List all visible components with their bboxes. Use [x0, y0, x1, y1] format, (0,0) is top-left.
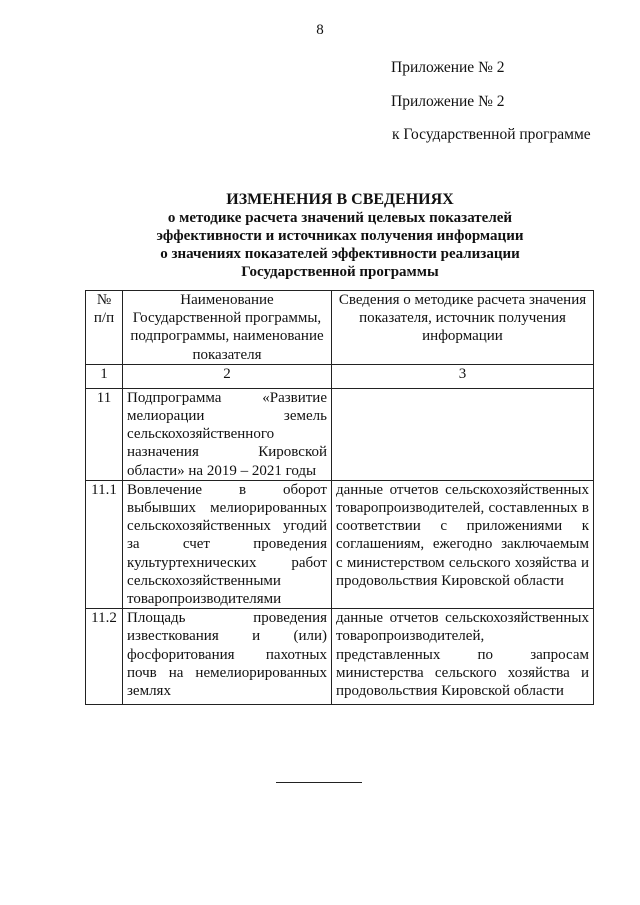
header-info: Сведения о методике расчета значения показателя, источник получения информации: [332, 291, 594, 365]
row-number: 11: [86, 388, 123, 480]
document-title: [100, 191, 580, 281]
appendix-label: Приложение № 2: [391, 59, 505, 76]
footer-divider: [276, 782, 362, 783]
title-line: эффективности и источниках получения информации: [156, 228, 524, 244]
header-number: № п/п: [86, 291, 123, 365]
appendix-label-repeat: Приложение № 2: [391, 93, 505, 110]
title-main: ИЗМЕНЕНИЯ В СВЕДЕНИЯХ: [226, 191, 454, 208]
header-name: Наименование Государственной программы, подпрограммы, наименование показателя: [123, 291, 332, 365]
page-number: 8: [316, 22, 324, 38]
row-number: 11.2: [86, 609, 123, 705]
row-info: данные отчетов сельскохозяйственных товаропроизводителей, представленных по запросам министерства сельского хозяйства и продовольствия Кировской области: [332, 609, 594, 705]
changes-table: [85, 290, 594, 705]
table-row: [86, 609, 594, 705]
column-number: 2: [123, 364, 332, 388]
column-number: 1: [86, 364, 123, 388]
title-line: о методике расчета значений целевых показателей: [167, 210, 513, 226]
column-number: 3: [332, 364, 594, 388]
title-line: Государственной программы: [241, 264, 439, 280]
row-name: Площадь проведения известкования и (или) фосфоритования пахотных почв на немелиорированных землях: [123, 609, 332, 705]
row-name: Вовлечение в оборот выбывших мелиорированных сельскохозяйственных угодий за счет проведения культуртехнических работ сельскохозяйственными товаропроизводителями: [123, 480, 332, 608]
row-name: Подпрограмма «Развитие мелиорации земель сельскохозяйственного назначения Кировской области» на 2019 – 2021 годы: [123, 388, 332, 480]
title-line: о значениях показателей эффективности реализации: [160, 246, 520, 262]
table-row: [86, 480, 594, 608]
table-row: [86, 388, 594, 480]
row-info: данные отчетов сельскохозяйственных товаропроизводителей, составленных в соответствии с приложениями к соглашениям, ежегодно заключаемым с министерством сельского хозяйства и продовольствия Кировской области: [332, 480, 594, 608]
row-info: [332, 388, 594, 480]
column-number-row: [86, 364, 594, 388]
table-header-row: [86, 291, 594, 365]
row-number: 11.1: [86, 480, 123, 608]
appendix-program-reference: к Государственной программе: [392, 126, 591, 143]
